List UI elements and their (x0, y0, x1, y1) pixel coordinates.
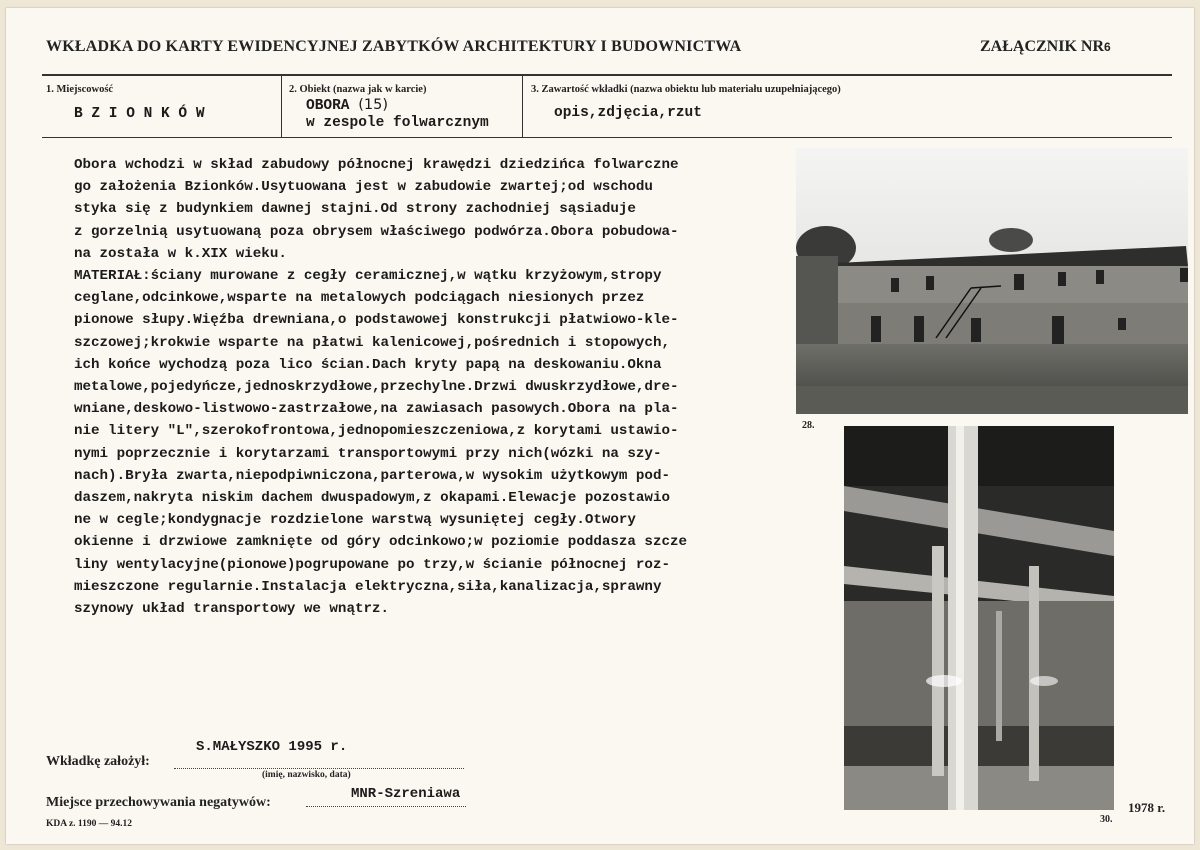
document-title: WKŁADKA DO KARTY EWIDENCYJNEJ ZABYTKÓW ARCHITEKTURY I BUDOWNICTWA (46, 38, 742, 55)
description-line: MATERIAŁ:ściany murowane z cegły ceramicznej,w wątku krzyżowym,stropy (74, 268, 662, 285)
object-value (306, 97, 489, 132)
description-line: pionowe słupy.Więźba drewniana,o podstawowej konstrukcji płatwiowo-kle- (74, 312, 679, 329)
exterior-photo-image (796, 148, 1188, 414)
description-line: na została w k.XIX wieku. (74, 245, 287, 262)
header-rule-bottom (42, 137, 1172, 138)
object-value-line1-row (306, 97, 489, 115)
contents-label: 3. Zawartość wkładki (nazwa obiektu lub materiału uzupełniającego) (531, 84, 841, 95)
inserted-by-hint: (imię, nazwisko, data) (262, 770, 351, 780)
description-line: nach).Bryła zwarta,niepodpiwniczona,parterowa,w wysokim użytkowym pod- (74, 467, 670, 484)
inserted-by-label: Wkładkę założył: (46, 754, 150, 769)
description-line: okienne i drzwiowe zamknięte od góry odcinkowo;w poziomie poddasza szcze (74, 534, 687, 551)
description-line: nymi poprzecznie i korytarzami transportowymi przy nich(wózki na szy- (74, 445, 662, 462)
locality-value: B Z I O N K Ó W (74, 106, 205, 122)
description-line: ne w cegle;kondygnacje rozdzielone warstwą wysuniętej cegły.Otwory (74, 512, 636, 529)
header-rule-top (42, 74, 1172, 76)
description-line: metalowe,pojedyńcze,jednoskrzydłowe,przechylne.Drzwi dwuskrzydłowe,dre- (74, 379, 679, 396)
negatives-label: Miejsce przechowywania negatywów: (46, 795, 271, 810)
exterior-photo-number: 28. (802, 420, 815, 431)
description-line: Obora wchodzi w skład zabudowy północnej krawędzi dziedzińca folwarczne (74, 157, 679, 173)
description-text (74, 154, 804, 620)
contents-value: opis,zdjęcia,rzut (554, 105, 702, 121)
negatives-value: MNR-Szreniawa (351, 786, 461, 802)
field-divider-1 (281, 76, 282, 138)
field-divider-2 (522, 76, 523, 138)
description-line: ceglane,odcinkowe,wsparte na metalowych podciągach niesionych przez (74, 290, 645, 307)
photo-year: 1978 r. (1128, 800, 1166, 815)
interior-photo-number: 30. (1100, 814, 1113, 825)
attachment-text: ZAŁĄCZNIK NR (980, 38, 1105, 55)
description-line: wniane,deskowo-listwowo-zastrzałowe,na zawiasach pasowych.Obora na pla- (74, 401, 679, 418)
exterior-photo (796, 148, 1188, 414)
description-line: szynowy układ transportowy we wnątrz. (74, 601, 390, 618)
attachment-label (980, 38, 1111, 56)
description-line: szczowej;krokwie wsparte na płatwi kalenicowej,pośrednich i stopowych, (74, 334, 670, 351)
description-line: ich końce wychodzą poza lico ścian.Dach kryty papą na deskowaniu.Okna (74, 356, 662, 373)
inserted-by-value: S.MAŁYSZKO 1995 r. (196, 739, 348, 755)
description-line: liny wentylacyjne(pionowe)pogrupowane po trzy,w ścianie północnej roz- (74, 556, 670, 573)
form-code: KDA z. 1190 — 94.12 (46, 819, 133, 829)
description-line: go założenia Bzionków.Usytuowana jest w zabudowie zwartej;od wschodu (74, 179, 653, 196)
description-line: styka się z budynkiem dawnej stajni.Od strony zachodniej sąsiaduje (74, 201, 636, 218)
record-card (6, 8, 1194, 844)
negatives-line (306, 806, 466, 807)
attachment-number: 6 (1104, 40, 1111, 54)
interior-photo-image (844, 426, 1114, 810)
object-name: OBORA (306, 98, 350, 114)
object-value-line2: w zespole folwarcznym (306, 115, 489, 131)
inserted-by-line (174, 768, 464, 769)
interior-photo (844, 426, 1114, 810)
locality-label: 1. Miejscowość (46, 84, 114, 95)
description-line: nie litery "L",szerokofrontowa,jednopomieszczeniowa,z korytami ustawio- (74, 423, 679, 440)
object-label: 2. Obiekt (nazwa jak w karcie) (289, 84, 427, 95)
description-line: z gorzelnią usytuowaną poza obrysem właściwego podwórza.Obora pobudowa- (74, 223, 679, 240)
description-line: daszem,nakryta niskim dachem dwuspadowym,z okapami.Elewacje pozostawio (74, 490, 670, 507)
description-line: mieszczone regularnie.Instalacja elektryczna,siła,kanalizacja,sprawny (74, 578, 662, 595)
object-number: (15) (358, 97, 388, 113)
